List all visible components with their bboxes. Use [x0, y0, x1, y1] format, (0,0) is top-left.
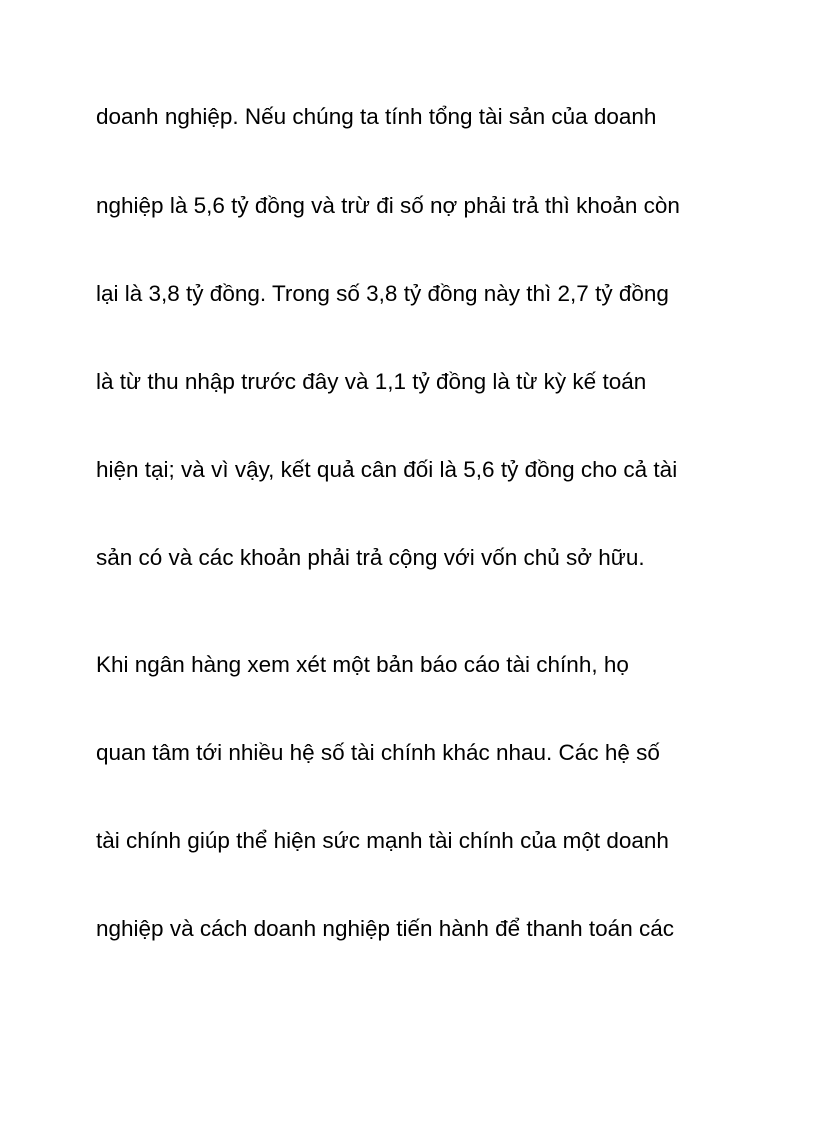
text-line: Khi ngân hàng xem xét một bản báo cáo tài chính, họ — [96, 652, 629, 677]
text-line: lại là 3,8 tỷ đồng. Trong số 3,8 tỷ đồng này thì 2,7 tỷ đồng — [96, 281, 669, 306]
text-line: nghiệp là 5,6 tỷ đồng và trừ đi số nợ phải trả thì khoản còn — [96, 193, 680, 218]
text-line: tài chính giúp thể hiện sức mạnh tài chính của một doanh — [96, 828, 669, 853]
text-line: hiện tại; và vì vậy, kết quả cân đối là 5,6 tỷ đồng cho cả tài — [96, 457, 678, 482]
text-line: quan tâm tới nhiều hệ số tài chính khác nhau. Các hệ số — [96, 740, 660, 765]
text-line: nghiệp và cách doanh nghiệp tiến hành để thanh toán các — [96, 916, 674, 941]
text-line: là từ thu nhập trước đây và 1,1 tỷ đồng là từ kỳ kế toán — [96, 369, 647, 394]
text-line: sản có và các khoản phải trả cộng với vốn chủ sở hữu. — [96, 545, 645, 570]
text-line: doanh nghiệp. Nếu chúng ta tính tổng tài sản của doanh — [96, 104, 657, 129]
